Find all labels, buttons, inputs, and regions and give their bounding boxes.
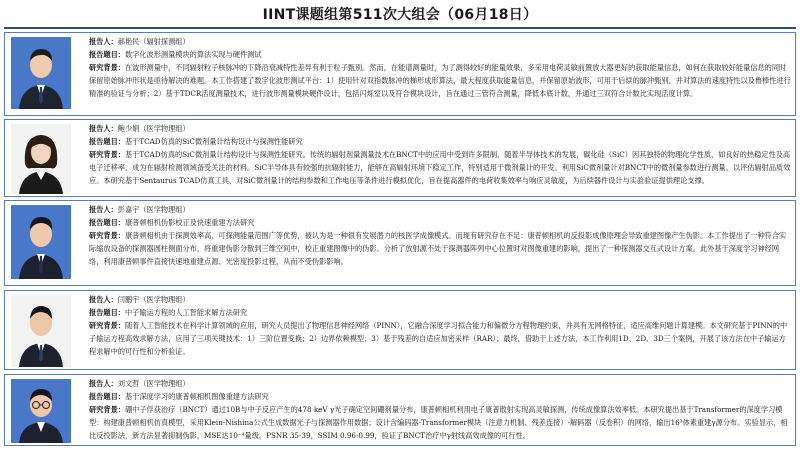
background-label: 研究背景： [89, 150, 125, 159]
reporter-label: 报告人： [89, 379, 118, 388]
topic-label: 报告题目： [89, 392, 125, 401]
report-entry-2 [4, 119, 796, 197]
research-background: 在波形测量中，不同辐射粒子核脉冲的下降沿衰减特性差异有利于粒子甄别。然而，在能谱测量时，为了测得较好的能量效果，多采用电荷灵敏前置放大器更好的获取能量信息，如何在获取较好能量信息的同时保留原始脉冲形状是亟待解决的难题。本工作搭建了数字化波形测试平台：1）使用针对双指数脉冲的梯形成形算法，最大程度获取能量信息，并保留原始波形，可用于后续的脉冲甄别，并对算法的速度特性以及鲁棒性进行精准的验证与分析；2）基于TDCR活度测量技术，进行波形测量模块硬件设计，包括闪烁室以及符合模块设计，旨在通过三管符合测量，降低本底计数，并通过三双符合计数比实现活度计算。 [89, 63, 791, 98]
title-divider [4, 27, 796, 29]
page-title: IINT课题组第511次大组会（06月18日） [262, 7, 538, 23]
research-background: 硼中子俘获治疗（BNCT）通过10B与中子反应产生的478 keV γ光子确定空间硼剂量分布，康普顿相机利用电子康普散射实现高灵敏探测，传统成像算法效率低。本研究提出基于Transformer的深度学习模型：构建康普顿相机仿真模型，采用Klein-Nishina公式生成数据光子与探测器作用数据；设计含编码器-Transformer模块（注意力机制、残差连接）-解码器（反卷积）的网络，输出16³体素重建γ源分布。实验显示，相比反投影法，新方法显著抑制伪影，MSE达10⁻⁴量级，PSNR 35-39，SSIM 0.96-0.99，验证了BNCT治疗中γ射线高效成像的可行性。 [89, 405, 788, 440]
reporter-photo [11, 295, 71, 367]
topic-label: 报告题目： [89, 137, 125, 146]
reporter-photo [11, 37, 71, 109]
reporter-label: 报告人： [89, 295, 118, 304]
background-label: 研究背景： [89, 405, 125, 414]
report-topic: 基于深度学习的康普顿相机图像重建方法研究 [124, 392, 269, 401]
research-background: 康普顿相机由于探测效率高、可探测能量范围广等优势，被认为是一种很有发展潜力的核医学成像模式。而现有研究存在不足：康普顿相机的反投影成像原理会导致重建图像产生伪影。本工作提出了一种符合实际缩放设备的探测器圆柱侧面分布，将重建伪影分散到三维空间中，校正重建图像中的伪影。分析了放射源不处于探测器阵列中心位置时对图像重建的影响，提出了一种探测器交互式设计方案。此外基于深度学习神经网络，利用康普顿事件直接快速地重建点源、光密度投影过程，从而不受伪影影响。 [89, 231, 787, 266]
reporter-name: 鲍少娟（医学物理组） [117, 124, 190, 133]
reporter-label: 报告人： [89, 124, 118, 133]
topic-label: 报告题目： [89, 308, 125, 317]
reporter-photo [11, 379, 71, 443]
reporter-name: 郝艳民（辐射探测组） [117, 37, 190, 46]
background-label: 研究背景： [89, 321, 125, 330]
reporter-name: 刘文哲（医学物理组） [117, 379, 190, 388]
reporter-photo [11, 205, 71, 279]
report-entry-5 [4, 374, 796, 446]
reporter-name: 闫鹏宇（医学物理组） [117, 295, 190, 304]
topic-label: 报告题目： [89, 218, 125, 227]
male-portrait-icon [11, 295, 71, 367]
reporter-label: 报告人： [89, 37, 118, 46]
reporter-name: 彭嘉宇（医学物理组） [117, 205, 190, 214]
report-entry-1 [4, 32, 796, 116]
report-topic: 中子输运方程的人工智能求解方法研究 [124, 308, 248, 317]
background-label: 研究背景： [89, 231, 125, 240]
report-topic: 康普顿相机伪影校正及快速重建方法研究 [124, 218, 255, 227]
reporter-label: 报告人： [89, 205, 118, 214]
background-label: 研究背景： [89, 63, 125, 72]
topic-label: 报告题目： [89, 50, 125, 59]
research-background: 随着人工智能技术在科学计算领域的应用，研究人员提出了物理信息神经网络（PINN），它融合深度学习拟合能力和偏微分方程物理约束，并具有无网格特征，适应高维问题计算建模。本文研究基于PINN的中子输运方程高效求解方法，应用了三项关键技术：1）三阶位置变换；2）边界依赖模型；3）基于残差的自适应加密采样（RAR）；最终，借助于上述方法，本工作利用1D、2D、3D三个案例，开展了该方法在中子输运方程求解中的可行性和分析验证。 [89, 321, 788, 356]
report-entry-4 [4, 290, 796, 370]
male-portrait-icon [11, 37, 71, 109]
report-topic: 数字化波形测量模块的算法实现与硬件测试 [124, 50, 262, 59]
report-entry-3 [4, 200, 796, 286]
report-topic: 基于TCAD仿真的SiC微剂量计结构设计与探测性能研究 [124, 137, 303, 146]
reporter-photo [11, 124, 71, 194]
male-portrait-icon [11, 205, 71, 279]
female-portrait-icon [11, 124, 71, 194]
male-glasses-portrait-icon [11, 379, 71, 443]
research-background: 基于TCAD仿真的SiC微剂量计结构设计与探测性能研究。传统的辐射剂量测量技术在BNCT中的应用中受到许多限制，随着半导体技术的发展，碳化硅（SiC）因其独特的物理化学性质，如良好的热稳定性及高电子迁移率，成为在辐射检测领域备受关注的材料。SiC半导体具有较强的抗辐射能力，能够在高辐射环境下稳定工作，特别适用于微剂量计的开发。利用SiC微剂量计对BNCT中的微剂量参数进行测量，以评估辐射品质效应。本研究基于Sentaurus TCAD仿真工具，对SiC微剂量计的结构参数和工作电压等条件进行模拟优化，旨在提高器件的电荷收集效率与响应灵敏度，为后续器件设计与实验验证提供理论支撑。 [89, 150, 791, 185]
